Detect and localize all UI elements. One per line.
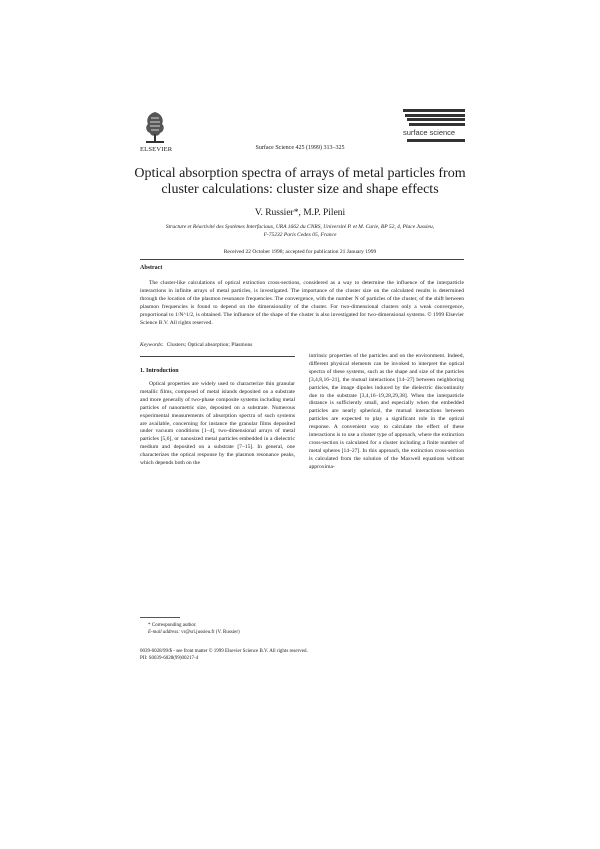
intro-left-column: Optical properties are widely used to characterize thin granular metallic films, composed of metal islands deposited on a substrate and more generally of two-phase composite systems including metal particles of nanometric size, deposited on a substrate. Numerous experimental measurements of absorption spectra of such systems are available, concerning for instance the granular films deposited under vacuum conditions [1–4], two-dimensional arrays of metal particles [5,6], or nanosized metal particles embedded in a dielectric medium and deposited on a substrate [7–15]. In general, one characterizes the optical response by the plasmon resonance peaks, which depends both on the — [140, 381, 295, 467]
divider-section — [140, 356, 295, 357]
copyright-line: 0039-6028/99/$ - see front matter © 1999 Elsevier Science B.V. All rights reserved. — [140, 649, 308, 654]
email-value: vr@sri.jussieu.fr (V. Russier) — [181, 630, 240, 636]
pii-line: PII: S0039-6028(99)00217-4 — [140, 656, 199, 662]
keywords-label: Keywords: — [140, 342, 164, 348]
title-line-2: cluster calculations: cluster size and shape effects — [161, 182, 439, 197]
journal-citation: Surface Science 425 (1999) 313–325 — [255, 145, 345, 151]
affiliation — [150, 223, 450, 239]
authors: V. Russier*, M.P. Pileni — [254, 208, 346, 218]
affiliation-line-2: F-75232 Paris Cedex 05, France — [263, 232, 337, 238]
footnote-email — [140, 629, 240, 636]
logo-bars-top — [399, 109, 465, 126]
section-heading: 1. Introduction — [140, 368, 179, 374]
publisher-name: ELSEVIER — [140, 146, 173, 153]
elsevier-tree-logo — [142, 110, 168, 144]
email-label: E-mail address: — [148, 630, 180, 636]
affiliation-line-1: Structure et Réactivité des Systèmes Interfaciaux, URA 1662 du CNRS, Université P. et M. Curie, BP 52, 4, Place Jussieu, — [165, 224, 435, 230]
footnote — [140, 622, 240, 636]
intro-right-column: intrinsic properties of the particles and on the environment. Indeed, different physical elements can be invoked to interpret the optical spectra of these systems, such as the shape and size of the particles [3,4,8,16–21], the mutual interactions [14–27] between neighboring particles, the image dipoles induced by the dielectric discontinuity due to the substrate [3,4,16–19,28,29,38]. When the interparticle distance is sufficiently small, and especially when the embedded particles are nearly spherical, the mutual interactions between particles are expected to play a significant role in the optical response. A convenient way to calculate the effect of these interactions is to use a cluster type of approach, where the extinction cross-section is calculated for a cluster including a finite number of metal spheres [14–27]. In this approach, the extinction cross-section is calculated from the solution of the Maxwell equations without approxima- — [309, 353, 464, 470]
copyright-block — [140, 648, 308, 662]
logo-bars-bottom — [399, 139, 465, 142]
title-line-1: Optical absorption spectra of arrays of metal particles from — [134, 166, 466, 181]
abstract-heading: Abstract — [140, 265, 163, 271]
received-dates: Received 22 October 1998; accepted for publication 21 January 1999 — [223, 249, 377, 255]
journal-logo-text: surface science — [403, 127, 456, 137]
footnote-corresponding: * Corresponding author. — [148, 623, 197, 628]
footnote-rule — [140, 617, 180, 618]
surface-science-logo — [399, 109, 465, 147]
article-title — [0, 166, 600, 198]
abstract-text: The cluster-like calculations of optical extinction cross-sections, considered as a way to determine the influence of the interparticle interactions in infinite arrays of metal particles, is investigated. The importance of the cluster size on the calculated results is determined through the location of the plasmon resonance frequencies. The convergence, with the number N of particles of the cluster, of the shift between plasmon frequencies is found to depend on the dimensionality of the cluster. For two-dimensional clusters only a weak convergence, proportional to 1/N^1/2, is obtained. The influence of the shape of the cluster is also investigated for two-dimensional systems. © 1999 Elsevier Science B.V. All rights reserved. — [140, 280, 464, 326]
divider-top — [140, 259, 464, 260]
keywords — [140, 342, 252, 348]
keywords-text: Clusters; Optical absorption; Plasmons — [166, 342, 253, 348]
